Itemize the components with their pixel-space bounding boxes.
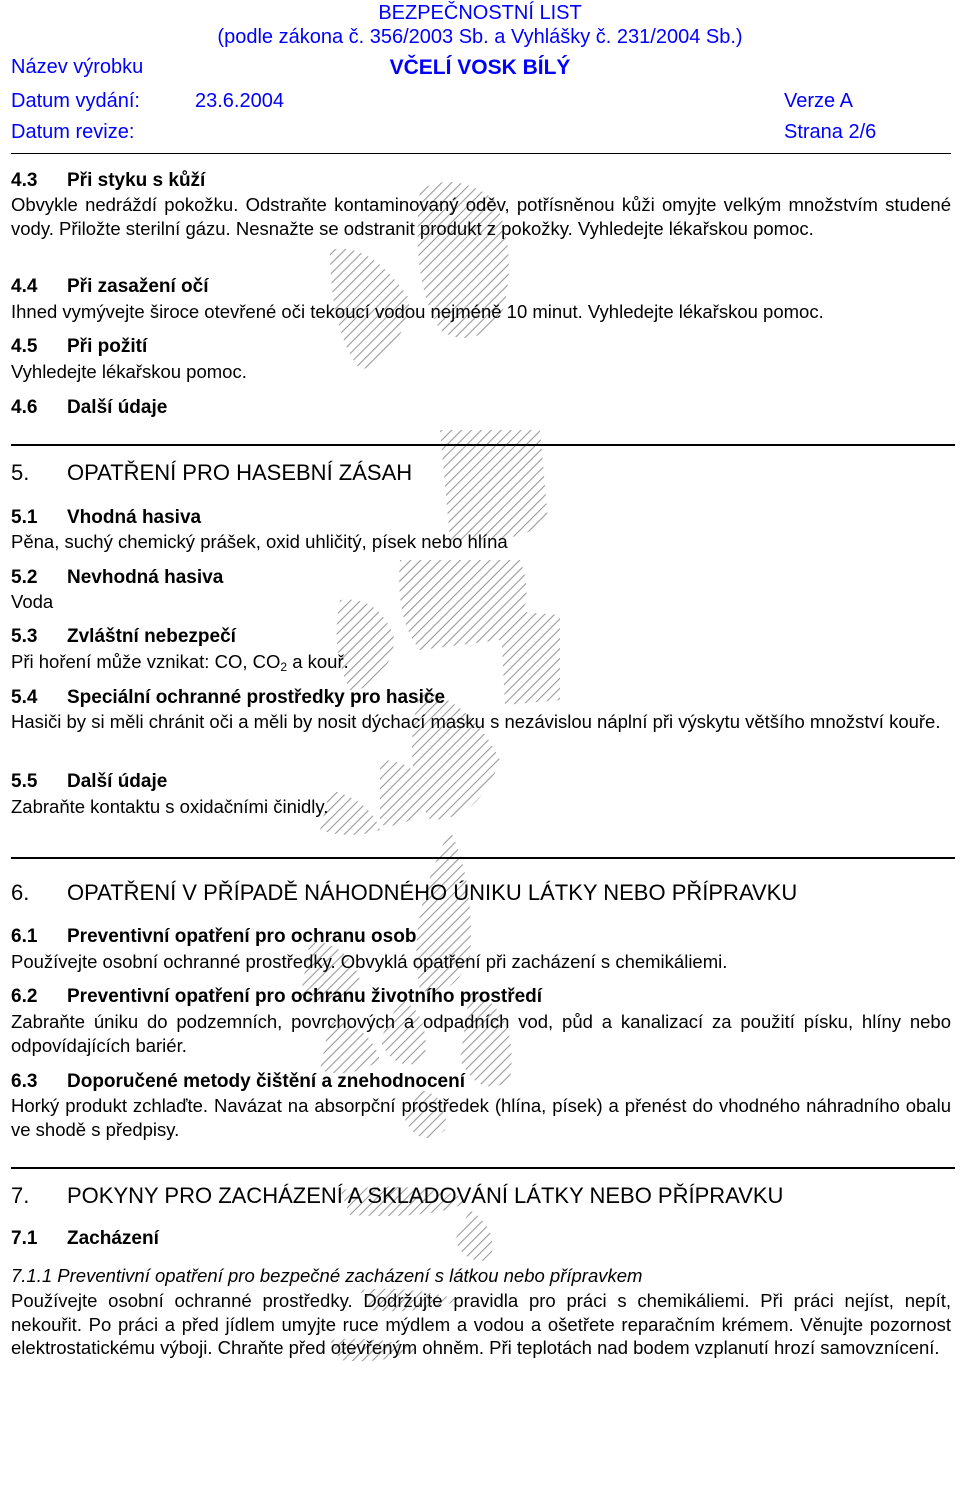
page-number: Strana 2/6 [784, 121, 877, 143]
subsection-heading-4-5: 4.5 Při požití [11, 336, 148, 357]
section-heading-7: 7. POKYNY PRO ZACHÁZENÍ A SKLADOVÁNÍ LÁTKY NEBO PŘÍPRAVKU [11, 1183, 784, 1208]
product-label: Název výrobku [11, 56, 144, 78]
document-title: BEZPEČNOSTNÍ LIST [378, 2, 582, 24]
revision-date-label: Datum revize: [11, 121, 135, 143]
paragraph-4-3: Obvykle nedráždí pokožku. Odstraňte kontaminovaný oděv, potřísněnou kůži omyjte velkým množstvím studené vody. Přiložte sterilní gázu. Nesnažte se odstranit produkt z pokožky. Vyhledejte lékařskou pomoc. [11, 194, 951, 239]
document-legal-basis: (podle zákona č. 356/2003 Sb. a Vyhlášky č. 231/2004 Sb.) [217, 26, 743, 48]
paragraph-5-2: Voda [11, 591, 54, 612]
paragraph-6-2: Zabraňte úniku do podzemních, povrchových a odpadních vod, půd a kanalizací za použití písku, hlíny nebo odpovídajících bariér. [11, 1011, 951, 1056]
subsection-heading-6-2: 6.2 Preventivní opatření pro ochranu životního prostředí [11, 986, 543, 1007]
subsection-heading-5-5: 5.5 Další údaje [11, 771, 168, 792]
subsection-heading-5-4: 5.4 Speciální ochranné prostředky pro hasiče [11, 687, 446, 708]
subsection-heading-6-3: 6.3 Doporučené metody čištění a znehodnocení [11, 1071, 466, 1092]
subsection-heading-4-6: 4.6 Další údaje [11, 397, 168, 418]
version: Verze A [784, 90, 853, 112]
section-divider [11, 1167, 955, 1169]
subsection-heading-6-1: 6.1 Preventivní opatření pro ochranu osob [11, 926, 417, 947]
section-divider [11, 857, 955, 859]
product-name: VČELÍ VOSK BÍLÝ [389, 56, 571, 79]
paragraph-5-4: Hasiči by si měli chránit oči a měli by nosit dýchací masku s nezávislou náplní při výskytu většího množství kouře. [11, 711, 941, 732]
issue-date-label: Datum vydání: [11, 90, 140, 112]
section-divider [11, 444, 955, 446]
header-divider [11, 153, 951, 154]
section-heading-5: 5. OPATŘENÍ PRO HASEBNÍ ZÁSAH [11, 460, 413, 485]
subsection-heading-4-4: 4.4 Při zasažení očí [11, 276, 209, 297]
paragraph-4-4: Ihned vymývejte široce otevřené oči tekoucí vodou nejméně 10 minut. Vyhledejte lékařskou pomoc. [11, 301, 824, 322]
subsection-heading-7-1: 7.1 Zacházení [11, 1228, 159, 1249]
paragraph-6-1: Používejte osobní ochranné prostředky. Obvyklá opatření při zacházení s chemikáliemi. [11, 951, 728, 972]
paragraph-5-3: Při hoření může vznikat: CO, $CO_2$ a kouř. [11, 651, 349, 674]
paragraph-4-5: Vyhledejte lékařskou pomoc. [11, 361, 247, 382]
paragraph-7-1-1: Používejte osobní ochranné prostředky. Dodržujte pravidla pro práci s chemikáliemi. Při práci nejíst, nepít, nekouřit. Po práci a před jídlem umyjte ruce mýdlem a vodou a ošetřete reparačním krémem. Věnujte pozornost elektrostatickému výboji. Chraňte před otevřeným ohněm. Při teplotách nad bodem vzplanutí hrozí samovznícení. [11, 1290, 951, 1358]
section-heading-6: 6. OPATŘENÍ V PŘÍPADĚ NÁHODNÉHO ÚNIKU LÁTKY NEBO PŘÍPRAVKU [11, 880, 798, 905]
subsection-heading-5-1: 5.1 Vhodná hasiva [11, 507, 202, 528]
subsection-heading-5-2: 5.2 Nevhodná hasiva [11, 567, 224, 588]
paragraph-5-5: Zabraňte kontaktu s oxidačními činidly. [11, 796, 329, 817]
subsection-heading-4-3: 4.3 Při styku s kůží [11, 170, 206, 191]
issue-date: 23.6.2004 [195, 90, 284, 112]
subsection-heading-7-1-1: 7.1.1 Preventivní opatření pro bezpečné zacházení s látkou nebo přípravkem [11, 1265, 643, 1286]
subsection-heading-5-3: 5.3 Zvláštní nebezpečí [11, 626, 236, 647]
paragraph-6-3: Horký produkt zchlaďte. Navázat na absorpční prostředek (hlína, písek) a přenést do vhodného náhradního obalu ve shodě s předpisy. [11, 1095, 951, 1140]
paragraph-5-1: Pěna, suchý chemický prášek, oxid uhličitý, písek nebo hlína [11, 531, 508, 552]
